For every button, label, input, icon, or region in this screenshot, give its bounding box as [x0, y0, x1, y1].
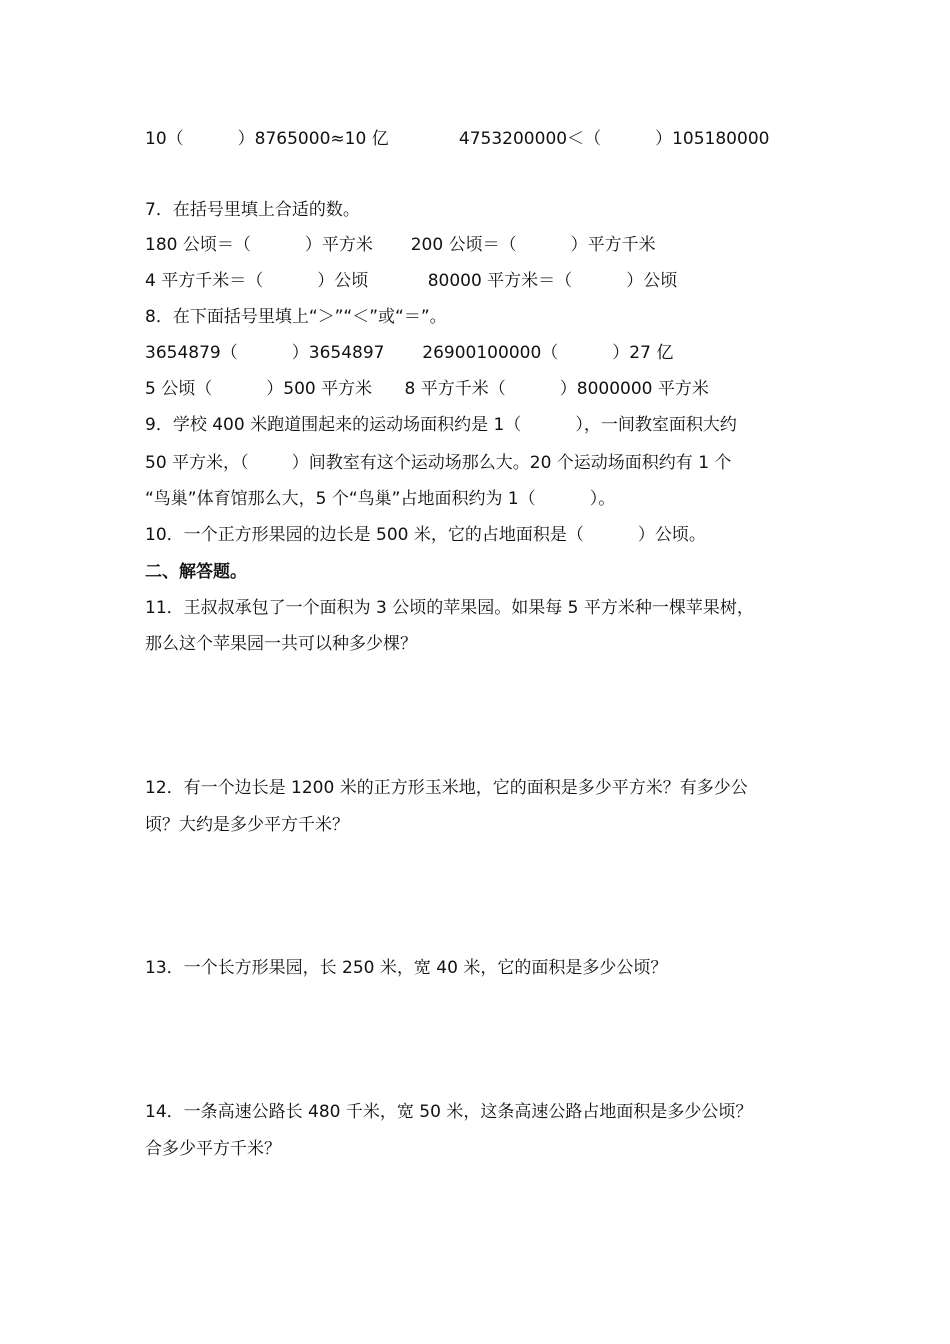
q12-line-1: 12．有一个边长是 1200 米的正方形玉米地，它的面积是多少平方米？有多少公 — [145, 778, 748, 798]
q12-line-2: 顷？大约是多少平方千米？ — [145, 815, 349, 835]
q9-line-3: “鸟巢”体育馆那么大，5 个“鸟巢”占地面积约为 1（ ）。 — [145, 489, 616, 509]
q14-line-2: 合多少平方千米？ — [145, 1139, 281, 1159]
section-heading: 二、解答题。 — [145, 562, 247, 582]
q8-title: 8．在下面括号里填上“＞”“＜”或“＝”。 — [145, 307, 447, 327]
q7-title: 7．在括号里填上合适的数。 — [145, 200, 360, 220]
q11-line-2: 那么这个苹果园一共可以种多少棵？ — [145, 634, 417, 654]
q7-line-2: 4 平方千米＝（ ）公顷 80000 平方米＝（ ）公顷 — [145, 271, 678, 291]
q6-continuation-line: 10（ ）8765000≈10 亿 4753200000＜（ ）105180000 — [145, 129, 770, 149]
q7-line-1: 180 公顷＝（ ）平方米 200 公顷＝（ ）平方千米 — [145, 235, 656, 255]
q13-line: 13．一个长方形果园，长 250 米，宽 40 米，它的面积是多少公顷？ — [145, 958, 668, 978]
q9-line-1: 9．学校 400 米跑道围起来的运动场面积约是 1（ ），一间教室面积大约 — [145, 415, 737, 435]
q8-line-2: 5 公顷（ ）500 平方米 8 平方千米（ ）8000000 平方米 — [145, 379, 709, 399]
q9-line-2: 50 平方米，（ ）间教室有这个运动场那么大。20 个运动场面积约有 1 个 — [145, 453, 732, 473]
q10-line: 10．一个正方形果园的边长是 500 米，它的占地面积是（ ）公顷。 — [145, 525, 706, 545]
q14-line-1: 14．一条高速公路长 480 千米，宽 50 米，这条高速公路占地面积是多少公顷？ — [145, 1102, 753, 1122]
q11-line-1: 11．王叔叔承包了一个面积为 3 公顷的苹果园。如果每 5 平方米种一棵苹果树， — [145, 598, 754, 618]
q8-line-1: 3654879（ ）3654897 26900100000（ ）27 亿 — [145, 343, 674, 363]
